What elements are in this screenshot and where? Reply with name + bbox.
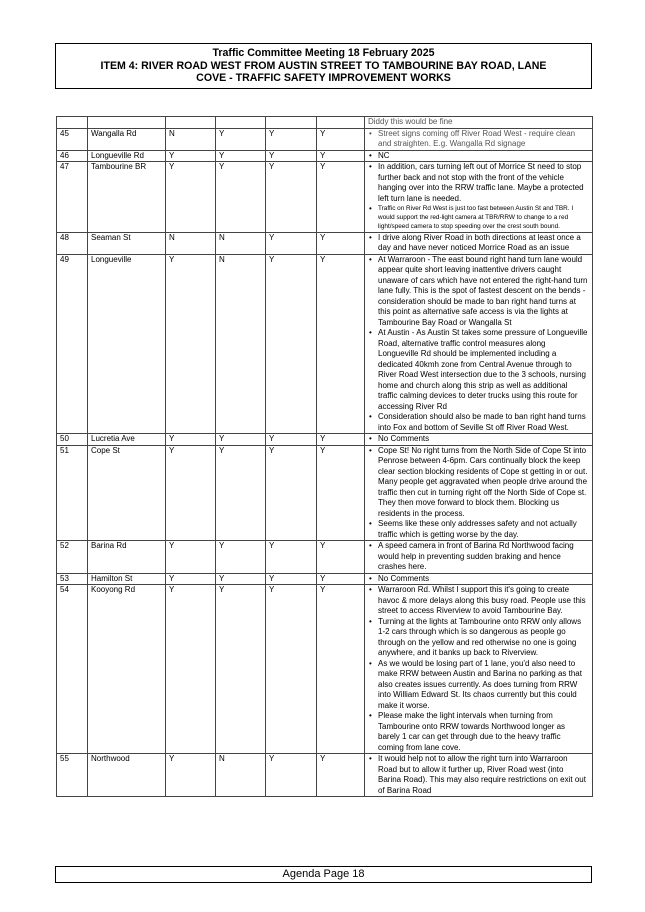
comment-list — [368, 754, 588, 796]
response-4: Y — [317, 754, 365, 797]
comments-cell — [365, 754, 593, 797]
comment-item: • Cope St! No right turns from the North Side of Cope St into Penrose between 4-6pm. Cars continually block the keep clear section blocking residents of Cope st getting in or out. Many people get aggravated when people drive around the traffic then cut in turning right off the North Side of Cope st. They then move forward to block them. Blocking us residents in the process. — [368, 446, 588, 520]
row-number: 46 — [57, 150, 88, 162]
street-name: Cope St — [88, 445, 166, 541]
response-2: N — [216, 254, 266, 434]
response-1: N — [166, 232, 216, 254]
response-3: Y — [266, 128, 317, 150]
comment-item: • Please make the light intervals when turning from Tambourine onto RRW towards Northwood longer as barely 1 car can get through due to the heavy traffic coming from lane cove. — [368, 711, 588, 753]
response-3: Y — [266, 573, 317, 585]
response-4: Y — [317, 445, 365, 541]
response-3: Y — [266, 434, 317, 446]
comments-cell — [365, 445, 593, 541]
comment-list — [368, 255, 588, 434]
table-row — [57, 754, 593, 797]
comment-item: • At Warraroon - The east bound right hand turn lane would appear quite short leaving inattentive drivers caught unaware of cars which have not entered the right-hand turn lane fully. This is the spot of fastest descent on the bends - consideration should be made to ban right hand turns at this point as alternative safe access is via the lights at Tambourine Bay Road or Wangalla St — [368, 255, 588, 329]
response-4: Y — [317, 232, 365, 254]
response-2: Y — [216, 445, 266, 541]
comments-cell — [365, 585, 593, 754]
row-number: 47 — [57, 162, 88, 233]
street-name: Hamilton St — [88, 573, 166, 585]
street-name: Wangalla Rd — [88, 128, 166, 150]
comments-cell — [365, 128, 593, 150]
street-name: Barina Rd — [88, 541, 166, 574]
comment-list — [368, 151, 588, 162]
response-3: Y — [266, 585, 317, 754]
row-number: 51 — [57, 445, 88, 541]
comment-item: • Seems like these only addresses safety and not actually traffic which is getting worse by the day. — [368, 519, 588, 540]
response-1: Y — [166, 573, 216, 585]
response-1: Y — [166, 541, 216, 574]
comment-item: • Warraroon Rd. Whilst I support this it's going to create havoc & more delays along this busy road. People use this street to access Riverview to avoid Tambourine Bay. — [368, 585, 588, 617]
response-4: Y — [317, 162, 365, 233]
response-1: Y — [166, 150, 216, 162]
table-row-continuation — [57, 117, 593, 129]
table-row — [57, 445, 593, 541]
response-4: Y — [317, 254, 365, 434]
page-footer — [55, 866, 592, 883]
row-number: 54 — [57, 585, 88, 754]
continued-comment: Diddy this would be fine — [365, 117, 593, 129]
response-2: N — [216, 232, 266, 254]
comment-item: • A speed camera in front of Barina Rd Northwood facing would help in preventing sudden braking and hence crashes here. — [368, 541, 588, 573]
comment-item: • No Comments — [368, 574, 588, 585]
response-3: Y — [266, 541, 317, 574]
comment-list — [368, 129, 588, 150]
street-name: Tambourine BR — [88, 162, 166, 233]
comment-list — [368, 574, 588, 585]
row-number: 53 — [57, 573, 88, 585]
comment-item: • Turning at the lights at Tambourine onto RRW only allows 1-2 cars through which is so dangerous as people go through on the yellow and red otherwise no one is going anywhere, and it banks up back to Riverview. — [368, 617, 588, 659]
row-number: 50 — [57, 434, 88, 446]
response-1: Y — [166, 434, 216, 446]
document-header — [55, 43, 592, 89]
comment-item: • No Comments — [368, 434, 588, 445]
response-4: Y — [317, 434, 365, 446]
response-4: Y — [317, 128, 365, 150]
street-name: Longueville Rd — [88, 150, 166, 162]
response-4: Y — [317, 541, 365, 574]
comments-cell — [365, 254, 593, 434]
comments-cell — [365, 541, 593, 574]
comment-list — [368, 585, 588, 753]
meeting-title: Traffic Committee Meeting 18 February 2025 — [212, 47, 435, 59]
street-name: Kooyong Rd — [88, 585, 166, 754]
agenda-page-label: Agenda Page 18 — [282, 868, 365, 880]
comment-list — [368, 233, 588, 254]
response-1: Y — [166, 254, 216, 434]
response-2: Y — [216, 585, 266, 754]
table-row — [57, 162, 593, 233]
table-row — [57, 434, 593, 446]
response-2: Y — [216, 128, 266, 150]
response-1: Y — [166, 585, 216, 754]
item-title-line-1: ITEM 4: RIVER ROAD WEST FROM AUSTIN STREET TO TAMBOURINE BAY ROAD, LANE — [100, 59, 547, 72]
row-number: 48 — [57, 232, 88, 254]
comment-item: • It would help not to allow the right turn into Warraroon Road but to allow it further up, River Road west (into Barina Road). This may also require restrictions on exit out of Barina Road — [368, 754, 588, 796]
response-2: Y — [216, 150, 266, 162]
comment-item: • In addition, cars turning left out of Morrice St need to stop further back and not stop with the front of the vehicle hanging over into the RRW traffic lane. Maybe a protected left turn lane is needed. — [368, 162, 588, 204]
table-row — [57, 128, 593, 150]
response-2: Y — [216, 162, 266, 233]
comment-item: • Traffic on River Rd West is just too fast between Austin St and TBR. I would support the red-light camera at TBR/RRW to change to a red light/speed camera to stop speeding over the crest south bound. — [368, 204, 588, 232]
response-3: Y — [266, 445, 317, 541]
comments-cell — [365, 573, 593, 585]
feedback-table — [56, 116, 593, 797]
table-row — [57, 541, 593, 574]
response-3: Y — [266, 150, 317, 162]
response-1: Y — [166, 162, 216, 233]
comment-item: • At Austin - As Austin St takes some pressure of Longueville Road, alternative traffic control measures along Longueville Rd should be implemented including a dedicated 40kmh zone from Central Avenue through to River Road West intersection due to the 3 schools, nursing home and church along this strip as well as additional traffic calming devices to deter trucks using this route for accessing River Rd — [368, 328, 588, 412]
comments-cell — [365, 162, 593, 233]
response-1: Y — [166, 754, 216, 797]
row-number: 52 — [57, 541, 88, 574]
comment-item: • NC — [368, 151, 588, 162]
comment-item: • I drive along River Road in both directions at least once a day and have never noticed Morrice Road as an issue — [368, 233, 588, 254]
response-2: Y — [216, 573, 266, 585]
response-3: Y — [266, 254, 317, 434]
street-name: Longueville — [88, 254, 166, 434]
table-row — [57, 232, 593, 254]
street-name: Lucretia Ave — [88, 434, 166, 446]
street-name: Northwood — [88, 754, 166, 797]
comment-item: • As we would be losing part of 1 lane, you'd also need to make RRW between Austin and Barina no parking as that also creates issues currently. As does turning from RRW into William Edward St. Its chaos currently but this could make it worse. — [368, 659, 588, 712]
response-2: Y — [216, 541, 266, 574]
response-1: N — [166, 128, 216, 150]
item-title-line-2: COVE - TRAFFIC SAFETY IMPROVEMENT WORKS — [196, 72, 451, 84]
table-row — [57, 585, 593, 754]
comments-cell — [365, 434, 593, 446]
response-2: N — [216, 754, 266, 797]
response-2: Y — [216, 434, 266, 446]
response-4: Y — [317, 585, 365, 754]
comment-item: • Consideration should also be made to ban right hand turns into Fox and bottom of Seville St off River Road West. — [368, 412, 588, 433]
comment-list — [368, 434, 588, 445]
table-row — [57, 254, 593, 434]
response-4: Y — [317, 150, 365, 162]
response-3: Y — [266, 162, 317, 233]
table-row — [57, 573, 593, 585]
table-row — [57, 150, 593, 162]
comment-list — [368, 541, 588, 573]
comment-item: • Street signs coming off River Road West - require clean and straighten. E.g. Wangalla Rd signage — [368, 129, 588, 150]
response-4: Y — [317, 573, 365, 585]
comments-cell — [365, 232, 593, 254]
response-3: Y — [266, 754, 317, 797]
comments-cell — [365, 150, 593, 162]
comment-list — [368, 446, 588, 541]
row-number: 49 — [57, 254, 88, 434]
street-name: Seaman St — [88, 232, 166, 254]
row-number: 55 — [57, 754, 88, 797]
comment-list — [368, 162, 588, 232]
response-3: Y — [266, 232, 317, 254]
row-number: 45 — [57, 128, 88, 150]
response-1: Y — [166, 445, 216, 541]
